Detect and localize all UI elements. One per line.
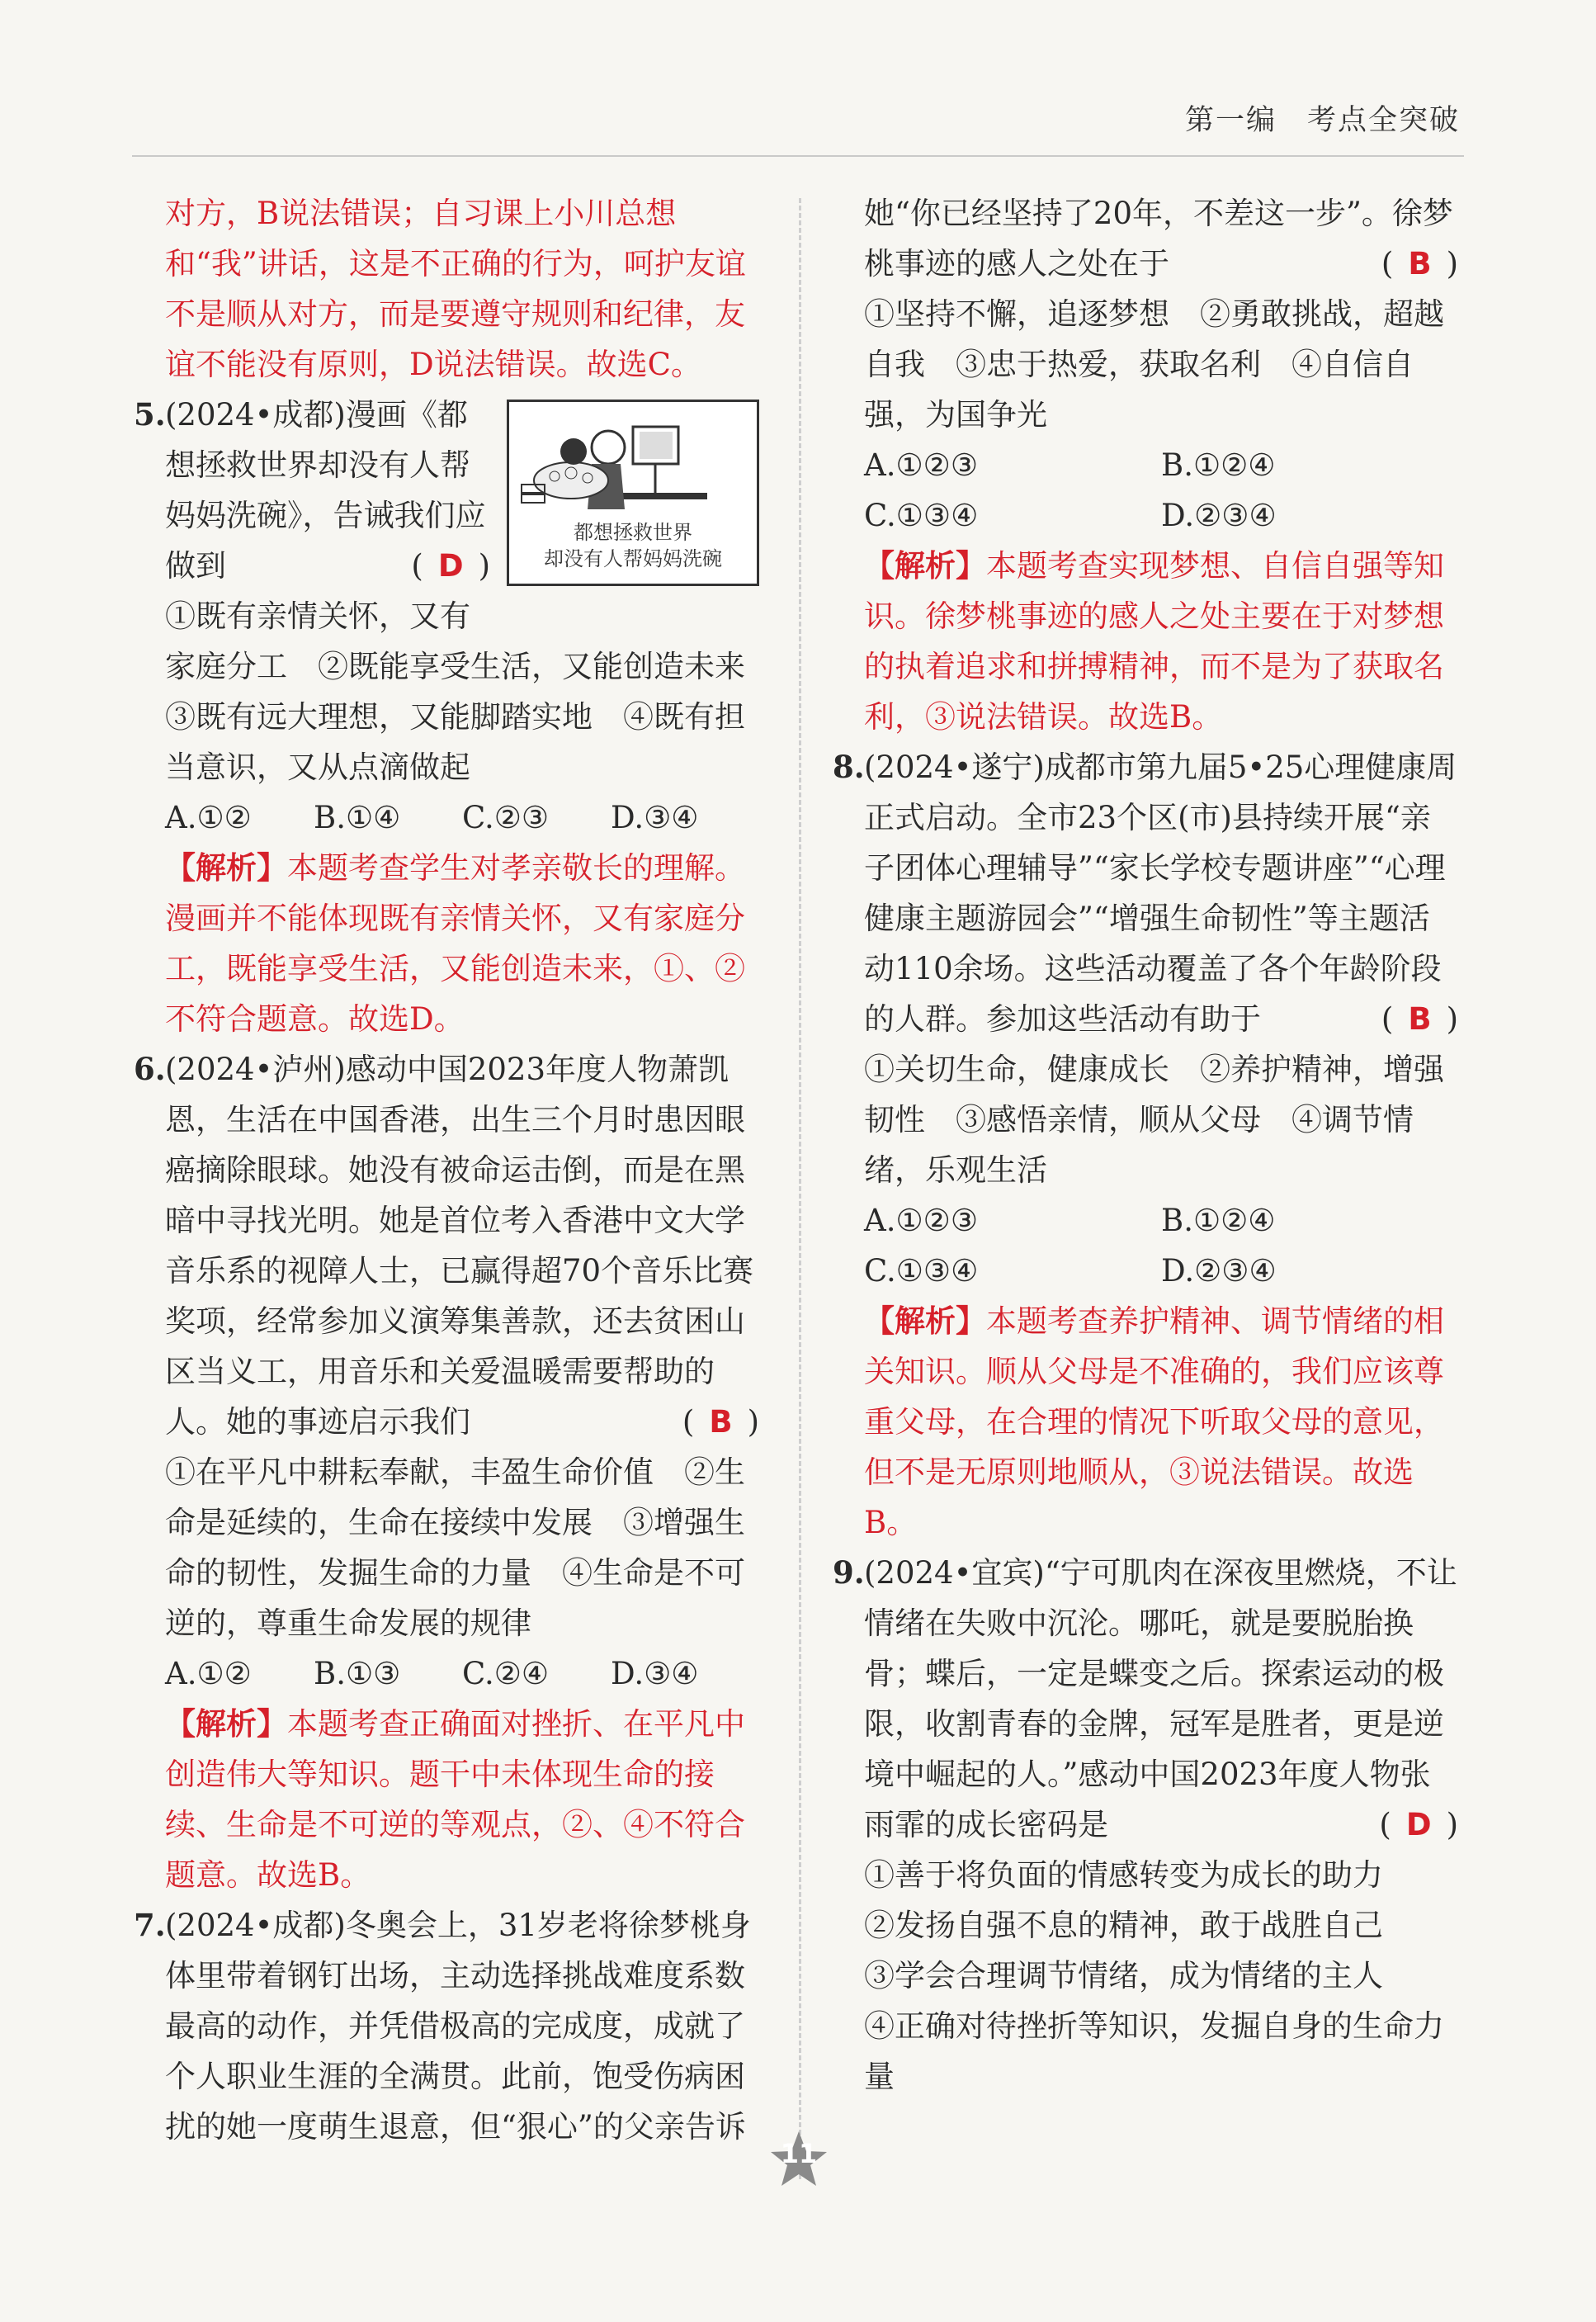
- column-divider: [799, 198, 801, 2179]
- analysis-text: 本题考查养护精神、调节情绪的相关知识。顺从父母是不准确的，我们应该尊重父母，在合理的情况下听取父母的意见，但不是无原则地顺从，③说法错误。故选B。: [864, 1303, 1444, 1540]
- question-items: ①坚持不懈，追逐梦想 ②勇敢挑战，超越自我 ③忠于热爱，获取名利 ④自信自强，为国争光: [864, 296, 1444, 433]
- answer-bracket: ( D ): [1379, 1807, 1458, 1842]
- question-7-start: [134, 1900, 759, 2152]
- question-item-2: ②发扬自强不息的精神，敢于战胜自己: [864, 1908, 1383, 1943]
- answer-bracket: ( D ): [411, 548, 490, 584]
- question-8: [833, 742, 1458, 1548]
- right-column: [833, 188, 1458, 2102]
- cartoon-caption-line-2: 却没有人帮妈妈洗碗: [544, 547, 722, 570]
- question-stem: (2024•泸州)感动中国2023年度人物萧凯恩，生活在中国香港，出生三个月时患因眼癌摘除眼球。她没有被命运击倒，而是在黑暗中寻找光明。她是首位考入香港中文大学音乐系的视障人士，已赢得超70个音乐比赛奖项，经常参加义演筹集善款，还去贫困山区当义工，用音乐和关爱温暖需要帮助的人。她的事迹启示我们: [165, 1052, 754, 1440]
- options-row: [165, 792, 759, 843]
- cartoon-caption-line-1: 都想拯救世界: [574, 521, 692, 544]
- option-d: D.③④: [611, 1656, 699, 1691]
- question-items: ①既有亲情关怀，又有家庭分工 ②既能享受生活，又能创造未来 ③既有远大理想，又能脚踏实地 ④既有担当意识，又从点滴做起: [165, 598, 776, 785]
- option-b: B.①④: [314, 800, 401, 835]
- question-6: [134, 1044, 759, 1900]
- answer-letter: B: [1408, 246, 1432, 281]
- options-row-2: [864, 1246, 1458, 1296]
- question-number: 7.: [134, 1907, 166, 1943]
- option-a: A.①②: [165, 800, 252, 835]
- question-5: [134, 390, 776, 1044]
- question-number: 8.: [833, 749, 865, 785]
- question-stem: (2024•成都)漫画《都想拯救世界却没有人帮妈妈洗碗》，告诫我们应做到: [165, 397, 486, 584]
- analysis-tag: 【解析】: [864, 1303, 986, 1339]
- analysis: [864, 1296, 1458, 1548]
- analysis: [165, 1699, 759, 1900]
- analysis-tag: 【解析】: [864, 547, 986, 584]
- question-items: ①关切生命，健康成长 ②养护精神，增强韧性 ③感悟亲情，顺从父母 ④调节情绪，乐观生活: [864, 1052, 1444, 1188]
- analysis: [165, 843, 759, 1044]
- option-a: A.①②③: [864, 447, 978, 483]
- analysis-text: 本题考查正确面对挫折、在平凡中创造伟大等知识。题干中未体现生命的接续、生命是不可逆的等观点，②、④不符合题意。故选B。: [165, 1706, 745, 1893]
- option-b: B.①③: [314, 1656, 401, 1691]
- question-stem: (2024•成都)冬奥会上，31岁老将徐梦桃身体里带着钢钉出场，主动选择挑战难度系数最高的动作，并凭借极高的完成度，成就了个人职业生涯的全满贯。此前，饱受伤病困扰的她一度萌生退意，但“狠心”的父亲告诉: [165, 1908, 751, 2145]
- options-row-1: [864, 1195, 1458, 1246]
- option-d: D.②③④: [1161, 498, 1277, 533]
- option-a: A.①②③: [864, 1203, 978, 1238]
- cartoon-image: [507, 400, 759, 586]
- question-number: 5.: [134, 396, 166, 433]
- left-column: [134, 188, 776, 2152]
- option-c: C.②③: [462, 800, 550, 835]
- analysis-tag: 【解析】: [165, 1705, 287, 1742]
- question-stem: (2024•遂宁)成都市第九届5•25心理健康周正式启动。全市23个区(市)县持续开展“亲子团体心理辅导”“家长学校专题讲座”“心理健康主题游园会”“增强生命韧性”等主题活动110余场。这些活动覆盖了各个年龄阶段的人群。参加这些活动有助于: [864, 750, 1457, 1037]
- question-7-continued: [864, 188, 1458, 742]
- answer-letter: B: [1408, 1001, 1432, 1037]
- running-header: 第一编 考点全突破: [1184, 104, 1460, 137]
- option-b: B.①②④: [1161, 1203, 1276, 1238]
- answer-letter: D: [1405, 1807, 1432, 1842]
- page-number: 11: [780, 2138, 818, 2169]
- analysis: [864, 541, 1458, 742]
- option-c: C.①③④: [864, 1253, 979, 1289]
- continued-analysis: 对方，B说法错误；自习课上小川总想和“我”讲话，这是不正确的行为，呵护友谊不是顺从对方，而是要遵守规则和纪律，友谊不能没有原则，D说法错误。故选C。: [165, 196, 746, 382]
- question-items: ①在平凡中耕耘奉献，丰盈生命价值 ②生命是延续的，生命在接续中发展 ③增强生命的韧性，发掘生命的力量 ④生命是不可逆的，尊重生命发展的规律: [165, 1454, 745, 1641]
- options-row: [165, 1648, 759, 1699]
- option-c: C.②④: [462, 1656, 550, 1691]
- option-b: B.①②④: [1161, 447, 1276, 483]
- answer-bracket: ( B ): [1381, 1001, 1458, 1037]
- analysis-text: 本题考查实现梦想、自信自强等知识。徐梦桃事迹的感人之处主要在于对梦想的执着追求和拼搏精神，而不是为了获取名利，③说法错误。故选B。: [864, 548, 1444, 735]
- option-d: D.②③④: [1161, 1253, 1277, 1289]
- option-c: C.①③④: [864, 498, 979, 533]
- answer-letter: B: [709, 1404, 733, 1440]
- options-row-2: [864, 490, 1458, 541]
- question-number: 9.: [833, 1554, 865, 1591]
- analysis-text: 本题考查学生对孝亲敬长的理解。漫画并不能体现既有亲情关怀，又有家庭分工，既能享受生活，又能创造未来，①、②不符合题意。故选D。: [165, 850, 745, 1037]
- analysis-tag: 【解析】: [165, 849, 287, 886]
- cartoon-caption: [509, 519, 757, 572]
- question-item-3: ③学会合理调节情绪，成为情绪的主人: [864, 1958, 1383, 1993]
- option-a: A.①②: [165, 1656, 252, 1691]
- header-rule: [132, 155, 1464, 157]
- answer-bracket: ( B ): [682, 1404, 759, 1440]
- answer-bracket: ( B ): [1381, 246, 1458, 281]
- answer-letter: D: [437, 548, 464, 584]
- page-number-badge: [769, 2130, 829, 2189]
- option-d: D.③④: [611, 800, 699, 835]
- question-9: [833, 1548, 1458, 2102]
- options-row-1: [864, 440, 1458, 490]
- question-item-1: ①善于将负面的情感转变为成长的助力: [864, 1857, 1383, 1893]
- question-item-4: ④正确对待挫折等知识，发掘自身的生命力量: [864, 2008, 1444, 2094]
- question-stem: (2024•宜宾)“宁可肌肉在深夜里燃烧，不让情绪在失败中沉沦。哪吒，就是要脱胎换骨；蝶后，一定是蝶变之后。探索运动的极限，收割青春的金牌，冠军是胜者，更是逆境中崛起的人。”感动中国2023年度人物张雨霏的成长密码是: [864, 1555, 1457, 1842]
- question-stem: 她“你已经坚持了20年，不差这一步”。徐梦桃事迹的感人之处在于: [864, 196, 1453, 281]
- question-number: 6.: [134, 1051, 166, 1087]
